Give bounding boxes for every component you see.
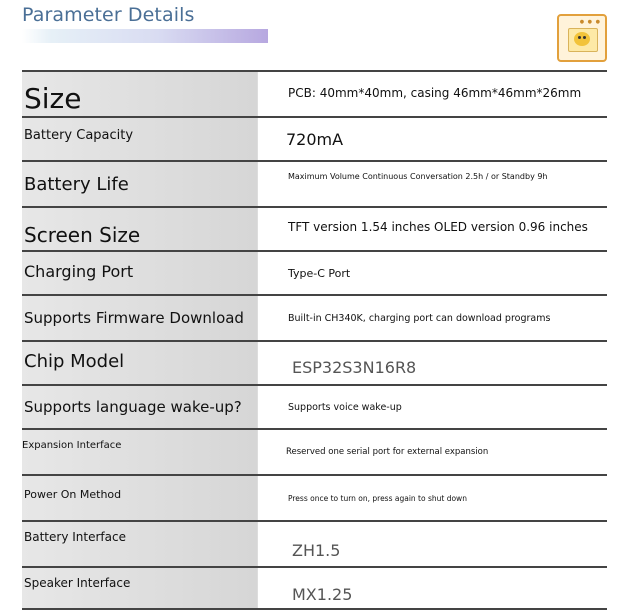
row-label-battery-life: Battery Life <box>22 162 258 206</box>
row-value-chip-model: ESP32S3N16R8 <box>258 342 607 384</box>
row-value-speaker-interface: MX1.25 <box>258 568 607 608</box>
table-row <box>22 160 607 206</box>
row-label-charging-port: Charging Port <box>22 252 258 294</box>
row-value-language-wake-up: Supports voice wake-up <box>258 386 607 428</box>
row-label-battery-interface: Battery Interface <box>22 522 258 566</box>
row-label-firmware-download: Supports Firmware Download <box>22 296 258 340</box>
row-value-battery-capacity: 720mA <box>258 118 607 160</box>
table-row <box>22 206 607 250</box>
row-value-charging-port: Type-C Port <box>258 252 607 294</box>
smiley-face-icon <box>574 32 590 46</box>
table-row <box>22 428 607 474</box>
table-row <box>22 520 607 566</box>
parameter-table <box>22 70 607 610</box>
table-row <box>22 294 607 340</box>
row-label-battery-capacity: Battery Capacity <box>22 118 258 160</box>
table-row <box>22 250 607 294</box>
row-value-power-on-method: Press once to turn on, press again to shut down <box>258 476 607 520</box>
row-label-expansion-interface: Expansion Interface <box>22 430 258 474</box>
row-value-screen-size: TFT version 1.54 inches OLED version 0.96 inches <box>258 208 607 250</box>
table-row <box>22 474 607 520</box>
device-dots-icon: ● ● ● <box>579 19 601 25</box>
device-icon <box>557 14 607 62</box>
row-value-battery-life: Maximum Volume Continuous Conversation 2.5h / or Standby 9h <box>258 162 607 206</box>
row-label-chip-model: Chip Model <box>22 342 258 384</box>
row-value-firmware-download: Built-in CH340K, charging port can download programs <box>258 296 607 340</box>
table-row <box>22 566 607 610</box>
title-underline-bar <box>22 29 268 43</box>
row-label-speaker-interface: Speaker Interface <box>22 568 258 608</box>
table-row <box>22 340 607 384</box>
row-label-language-wake-up: Supports language wake-up? <box>22 386 258 428</box>
row-label-size: Size <box>22 72 258 116</box>
table-row <box>22 116 607 160</box>
page-title: Parameter Details <box>22 4 195 26</box>
row-value-battery-interface: ZH1.5 <box>258 522 607 566</box>
row-value-expansion-interface: Reserved one serial port for external expansion <box>258 430 607 474</box>
row-label-power-on-method: Power On Method <box>22 476 258 520</box>
table-row <box>22 384 607 428</box>
row-value-size: PCB: 40mm*40mm, casing 46mm*46mm*26mm <box>258 72 607 116</box>
table-row <box>22 70 607 116</box>
row-label-screen-size: Screen Size <box>22 208 258 250</box>
